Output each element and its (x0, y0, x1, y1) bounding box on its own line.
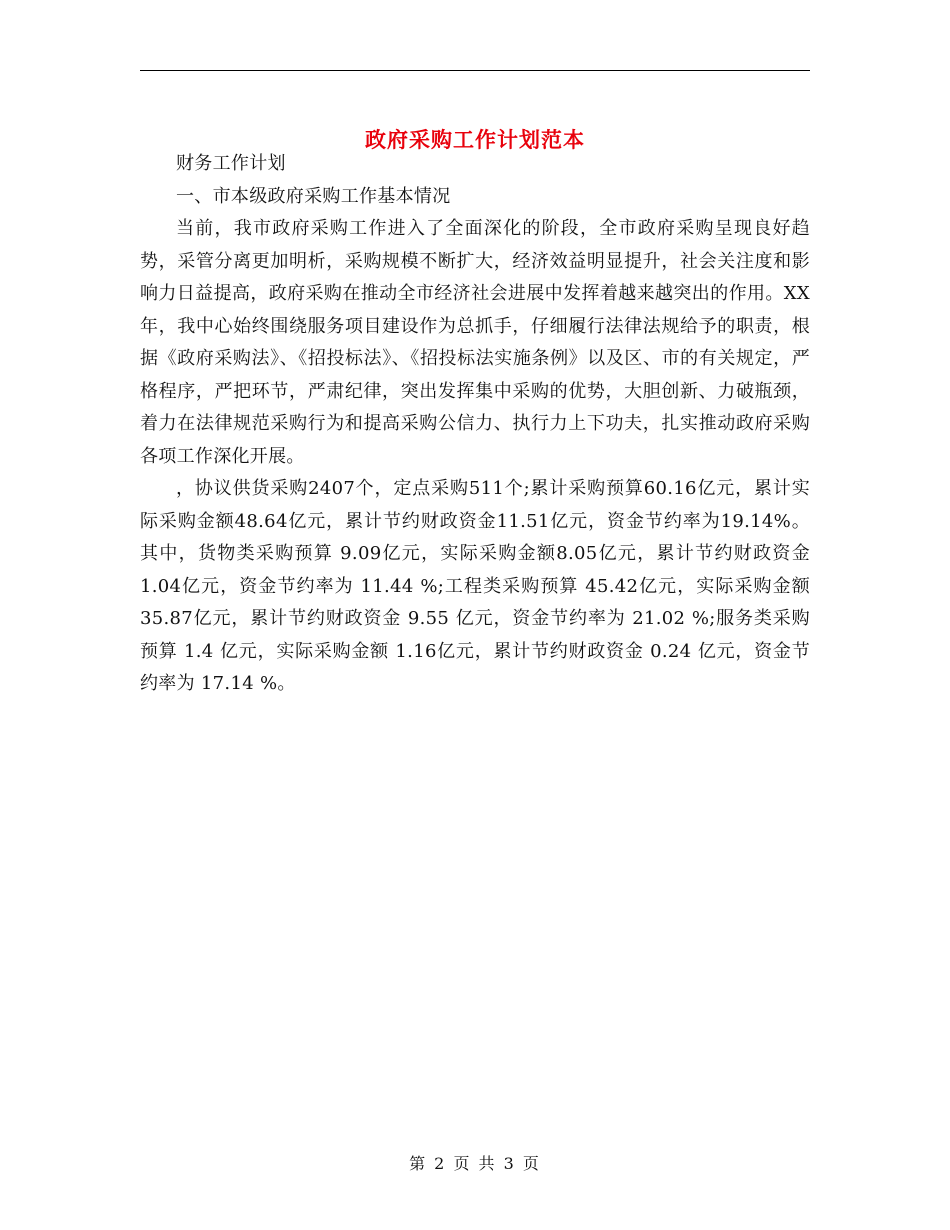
section-heading: 一、市本级政府采购工作基本情况 (176, 185, 451, 207)
paragraph-statistics: ，协议供货采购2407个，定点采购511个;累计采购预算60.16亿元，累计实际采购金额48.64亿元，累计节约财政资金11.51亿元，资金节约率为19.14%。其中，货物类采购预算 9.09亿元，实际采购金额8.05亿元，累计节约财政资金1.04亿元，资金节约率为 11.44 %;工程类采购预算 45.42亿元，实际采购金额35.87亿元，累计节约财政资金 9.55 亿元，资金节约率为 21.02 %;服务类采购预算 1.4 亿元，实际采购金额 1.16亿元，累计节约财政资金 0.24 亿元，资金节约率为 17.14 %。 (140, 478, 810, 694)
document-title: 政府采购工作计划范本 (365, 127, 585, 153)
page-number: 第 2 页 共 3 页 (409, 1154, 541, 1173)
header-rule (140, 70, 810, 71)
document-body (140, 148, 810, 701)
subheading: 财务工作计划 (176, 153, 286, 174)
paragraph-overview: 当前，我市政府采购工作进入了全面深化的阶段，全市政府采购呈现良好趋势，采管分离更加明析，采购规模不断扩大，经济效益明显提升，社会关注度和影响力日益提高，政府采购在推动全市经济社会进展中发挥着越来越突出的作用。XX年，我中心始终围绕服务项目建设作为总抓手，仔细履行法律法规给予的职责，根据《政府采购法》、《招投标法》、《招投标法实施条例》以及区、市的有关规定，严格程序，严把环节，严肃纪律，突出发挥集中采购的优势，大胆创新、力破瓶颈，着力在法律规范采购行为和提高采购公信力、执行力上下功夫，扎实推动政府采购各项工作深化开展。 (140, 218, 810, 467)
